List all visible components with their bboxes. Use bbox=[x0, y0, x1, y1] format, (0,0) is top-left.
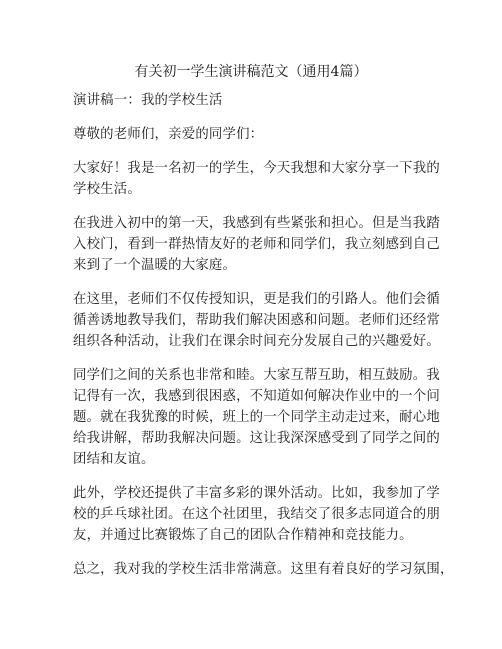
body-line: 大家好！我是一名初一的学生，今天我想和大家分享一下我的 bbox=[73, 161, 440, 176]
body-line: 同学们之间的关系也非常和睦。大家互帮互助，相互鼓励。我 bbox=[73, 368, 440, 383]
body-line: 给我讲解，帮助我解决问题。这让我深深感受到了同学之间的 bbox=[73, 431, 440, 446]
body-line: 来到了一个温暖的大家庭。 bbox=[73, 258, 237, 273]
body-line: 友，并通过比赛锻炼了自己的团队合作精神和竞技能力。 bbox=[73, 528, 413, 543]
body-line: 在这里，老师们不仅传授知识，更是我们的引路人。他们会循 bbox=[73, 292, 440, 307]
body-line: 题。就在我犹豫的时候，班上的一个同学主动走过来，耐心地 bbox=[73, 410, 440, 425]
body-line: 在我进入初中的第一天，我感到有些紧张和担心。但是当我踏 bbox=[73, 216, 440, 231]
body-line: 学校生活。 bbox=[73, 182, 141, 197]
body-line: 入校门，看到一群热情友好的老师和同学们，我立刻感到自己 bbox=[73, 237, 440, 252]
body-line: 团结和友谊。 bbox=[73, 452, 155, 467]
body-line: 记得有一次，我感到很困惑，不知道如何解决作业中的一个问 bbox=[73, 389, 440, 404]
body-line: 循善诱地教导我们，帮助我们解决困惑和问题。老师们还经常 bbox=[73, 313, 440, 328]
body-line: 校的乒乓球社团。在这个社团里，我结交了很多志同道合的朋 bbox=[73, 507, 440, 522]
salutation-line: 尊敬的老师们，亲爱的同学们： bbox=[73, 127, 264, 142]
body-line: 总之，我对我的学校生活非常满意。这里有着良好的学习氛围， bbox=[73, 562, 454, 577]
body-line: 组织各种活动，让我们在课余时间充分发展自己的兴趣爱好。 bbox=[73, 334, 440, 349]
section-heading: 演讲稿一：我的学校生活 bbox=[73, 93, 223, 108]
document-title: 有关初一学生演讲稿范文（通用4篇） bbox=[134, 64, 368, 80]
body-line: 此外，学校还提供了丰富多彩的课外活动。比如，我参加了学 bbox=[73, 486, 440, 501]
